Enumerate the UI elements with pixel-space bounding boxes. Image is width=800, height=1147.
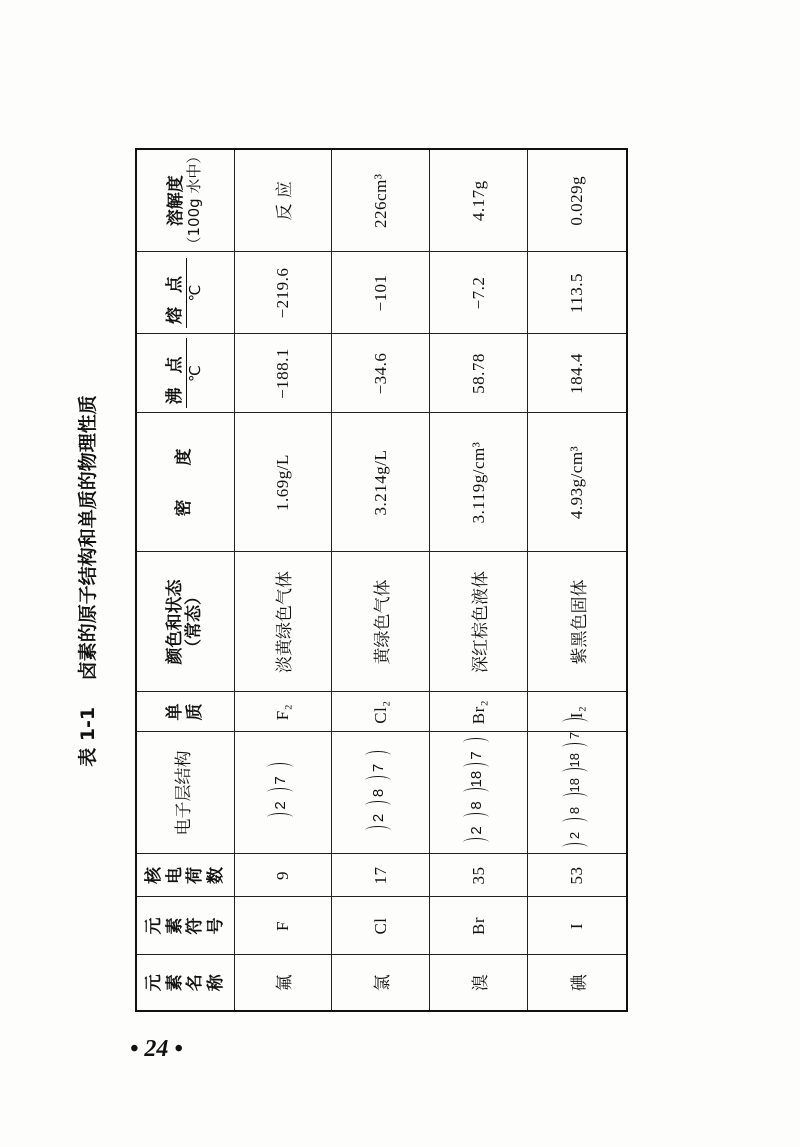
header-nuclear-charge: 核电荷数 <box>136 854 234 897</box>
cell-symbol: Br <box>430 897 528 955</box>
cell-electron-shells <box>528 732 627 854</box>
header-solubility-line1: 溶解度 <box>165 175 186 227</box>
header-color-state-line2: （常态） <box>184 588 205 656</box>
cell-color-state: 深红棕色液体 <box>430 552 528 692</box>
electron-shell-diagram: 2 8 7 <box>365 750 391 836</box>
cell-melting-point: 113.5 <box>528 252 627 334</box>
cell-solubility: 反 应 <box>234 149 332 252</box>
table-label: 表 1-1 <box>77 706 99 767</box>
header-element-symbol: 元素符号 <box>136 897 234 955</box>
header-solubility-line2: （100g 水中） <box>185 148 204 252</box>
cell-nuclear-charge: 35 <box>430 854 528 897</box>
cell-name: 氯 <box>332 955 430 1011</box>
header-substance: 单 质 <box>136 692 234 732</box>
cell-color-state: 紫黑色固体 <box>528 552 627 692</box>
cell-solubility: 0.029g <box>528 149 627 252</box>
cell-electron-shells <box>430 732 528 854</box>
header-boiling-point-label: 沸点 <box>166 339 188 409</box>
page-number: • 24 • <box>130 1036 183 1062</box>
header-boiling-point-unit: ℃ <box>186 365 205 382</box>
header-melting-point-unit: ℃ <box>186 284 205 302</box>
header-density: 密 度 <box>136 413 234 552</box>
rotated-table-frame <box>77 148 628 1012</box>
header-row <box>136 149 234 1011</box>
cell-color-state: 淡黄绿色气体 <box>234 552 332 692</box>
cell-color-state: 黄绿色气体 <box>332 552 430 692</box>
cell-name: 氟 <box>234 955 332 1011</box>
cell-density: 3.214g/L <box>332 413 430 552</box>
electron-shell-diagram: 2 8 18 18 7 <box>562 718 588 854</box>
cell-nuclear-charge: 9 <box>234 854 332 897</box>
cell-electron-shells <box>234 732 332 854</box>
table-row-bromine <box>430 149 528 1011</box>
electron-shell-diagram: 2 7 <box>267 763 293 824</box>
cell-solubility: 4.17g <box>430 149 528 252</box>
cell-substance: Cl₂ <box>332 692 430 732</box>
table-title: 卤素的原子结构和单质的物理性质 <box>77 395 99 681</box>
cell-electron-shells <box>332 732 430 854</box>
cell-solubility: 226cm³ <box>332 149 430 252</box>
header-element-name: 元素名称 <box>136 955 234 1011</box>
cell-boiling-point: 58.78 <box>430 334 528 413</box>
cell-boiling-point: 184.4 <box>528 334 627 413</box>
header-boiling-point <box>136 334 234 413</box>
cell-nuclear-charge: 17 <box>332 854 430 897</box>
table-caption <box>73 150 100 1012</box>
cell-boiling-point: −34.6 <box>332 334 430 413</box>
cell-melting-point: −7.2 <box>430 252 528 334</box>
cell-density: 3.119g/cm³ <box>430 413 528 552</box>
header-color-state <box>136 552 234 692</box>
table-row-chlorine <box>332 149 430 1011</box>
cell-melting-point: −101 <box>332 252 430 334</box>
cell-symbol: I <box>528 897 627 955</box>
cell-substance: I₂ <box>528 692 627 732</box>
halogen-properties-table <box>135 148 628 1012</box>
cell-nuclear-charge: 53 <box>528 854 627 897</box>
cell-density: 1.69g/L <box>234 413 332 552</box>
header-melting-point-label: 熔点 <box>166 258 188 328</box>
cell-substance: Br₂ <box>430 692 528 732</box>
header-solubility <box>136 149 234 252</box>
cell-melting-point: −219.6 <box>234 252 332 334</box>
electron-shell-diagram: 2 8 18 7 <box>463 738 489 849</box>
cell-symbol: F <box>234 897 332 955</box>
header-melting-point <box>136 252 234 334</box>
cell-name: 溴 <box>430 955 528 1011</box>
header-electron-shells: 电子层结构 <box>136 732 234 854</box>
table-row-fluorine <box>234 149 332 1011</box>
cell-symbol: Cl <box>332 897 430 955</box>
table-row-iodine <box>528 149 627 1011</box>
cell-density: 4.93g/cm³ <box>528 413 627 552</box>
cell-substance: F₂ <box>234 692 332 732</box>
header-color-state-line1: 颜色和状态 <box>164 579 185 665</box>
cell-name: 碘 <box>528 955 627 1011</box>
cell-boiling-point: −188.1 <box>234 334 332 413</box>
